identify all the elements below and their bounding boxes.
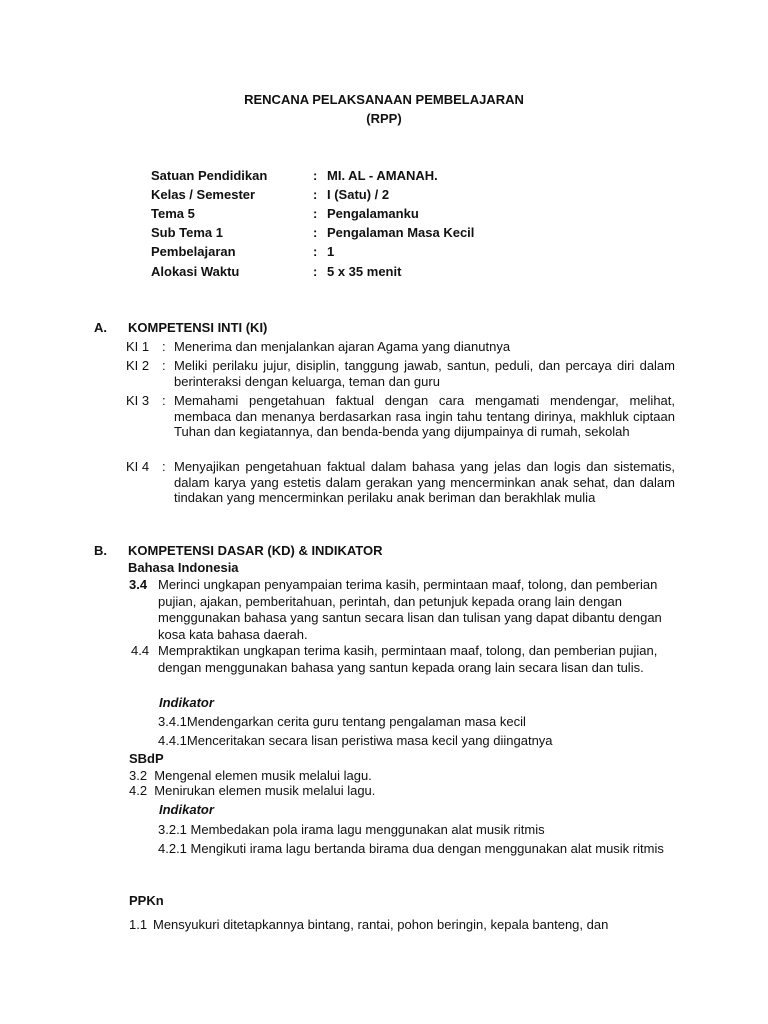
section-letter: A. xyxy=(94,320,107,335)
identity-value: Pengalaman Masa Kecil xyxy=(327,225,475,240)
identity-value: Pengalamanku xyxy=(327,206,419,221)
indikator-label: Indikator xyxy=(159,802,214,817)
subject-heading: PPKn xyxy=(129,893,164,908)
ki-text: Menyajikan pengetahuan faktual dalam bahasa yang jelas dan logis dan sistematis, dalam karya yang estetis dalam gerakan yang mencerminkan anak sehat, dan dalam tindakan yang mencerminkan perilaku anak beriman dan berakhlak mulia xyxy=(174,459,675,505)
ki-code: KI 1 xyxy=(126,339,150,354)
identity-colon: : xyxy=(313,244,318,259)
kd-code: 3.4 xyxy=(129,577,148,592)
kd-code: 1.1 xyxy=(129,917,148,932)
subject-heading: SBdP xyxy=(129,751,164,766)
identity-label: Tema 5 xyxy=(151,206,195,221)
identity-label: Pembelajaran xyxy=(151,244,236,259)
indikator-item: 3.2.1 Membedakan pola irama lagu menggunakan alat musik ritmis xyxy=(158,822,545,837)
identity-value: 5 x 35 menit xyxy=(327,264,402,279)
ki-text: Menerima dan menjalankan ajaran Agama yang dianutnya xyxy=(174,339,511,354)
identity-label: Satuan Pendidikan xyxy=(151,168,268,183)
indikator-item-text: 4.2.1 Mengikuti irama lagu bertanda birama dua dengan menggunakan alat musik ritmis xyxy=(158,841,664,856)
document-title: RENCANA PELAKSANAAN PEMBELAJARAN xyxy=(244,92,524,107)
indikator-label: Indikator xyxy=(159,695,214,710)
section-letter: B. xyxy=(94,543,107,558)
identity-colon: : xyxy=(313,225,318,240)
kd-text: Mensyukuri ditetapkannya bintang, rantai, pohon beringin, kepala banteng, dan xyxy=(153,917,609,932)
ki-colon: : xyxy=(162,358,166,373)
identity-value: I (Satu) / 2 xyxy=(327,187,390,202)
indikator-item: 3.4.1Mendengarkan cerita guru tentang pengalaman masa kecil xyxy=(158,714,526,729)
document-subtitle: (RPP) xyxy=(366,111,402,126)
ki-colon: : xyxy=(162,393,166,408)
kd-item: 4.2 Menirukan elemen musik melalui lagu. xyxy=(129,783,376,798)
identity-label: Kelas / Semester xyxy=(151,187,256,202)
identity-label: Sub Tema 1 xyxy=(151,225,224,240)
identity-colon: : xyxy=(313,187,318,202)
ki-code: KI 2 xyxy=(126,358,150,373)
kd-code: 4.4 xyxy=(131,643,150,658)
section-title: KOMPETENSI DASAR (KD) & INDIKATOR xyxy=(128,543,383,558)
ki-text: Meliki perilaku jujur, disiplin, tanggung jawab, santun, peduli, dan percaya diri dalam berinteraksi dengan keluarga, teman dan guru xyxy=(174,358,675,389)
identity-label: Alokasi Waktu xyxy=(151,264,240,279)
section-title: KOMPETENSI INTI (KI) xyxy=(128,320,268,335)
subject-heading: Bahasa Indonesia xyxy=(128,560,239,575)
identity-value: 1 xyxy=(327,244,335,259)
identity-colon: : xyxy=(313,264,318,279)
indikator-item: 4.4.1Menceritakan secara lisan peristiwa masa kecil yang diingatnya xyxy=(158,733,553,748)
ki-code: KI 4 xyxy=(126,459,150,474)
kd-item: 3.2 Mengenal elemen musik melalui lagu. xyxy=(129,768,372,783)
identity-value: MI. AL - AMANAH. xyxy=(327,168,438,183)
identity-colon: : xyxy=(313,168,318,183)
indikator-item xyxy=(158,841,678,856)
ki-text: Memahami pengetahuan faktual dengan cara mengamati mendengar, melihat, membaca dan menanya berdasarkan rasa ingin tahu tentang dirinya, makhluk ciptaan Tuhan dan kegiatannya, dan benda-benda yang dijumpainya di rumah, sekolah xyxy=(174,393,675,439)
kd-text: Merinci ungkapan penyampaian terima kasih, permintaan maaf, tolong, dan pemberian pujian, ajakan, pemberitahuan, perintah, dan petunjuk kepada orang lain dengan menggunakan bahasa yang santun secara lisan dan tulisan yang dapat dibantu dengan kosa kata bahasa daerah. xyxy=(158,577,662,642)
kd-text: Mempraktikan ungkapan terima kasih, permintaan maaf, tolong, dan pemberian pujian, dengan menggunakan bahasa yang santun kepada orang lain secara lisan dan tulis. xyxy=(158,643,658,675)
identity-colon: : xyxy=(313,206,318,221)
ki-colon: : xyxy=(162,459,166,474)
ki-colon: : xyxy=(162,339,166,354)
ki-code: KI 3 xyxy=(126,393,150,408)
